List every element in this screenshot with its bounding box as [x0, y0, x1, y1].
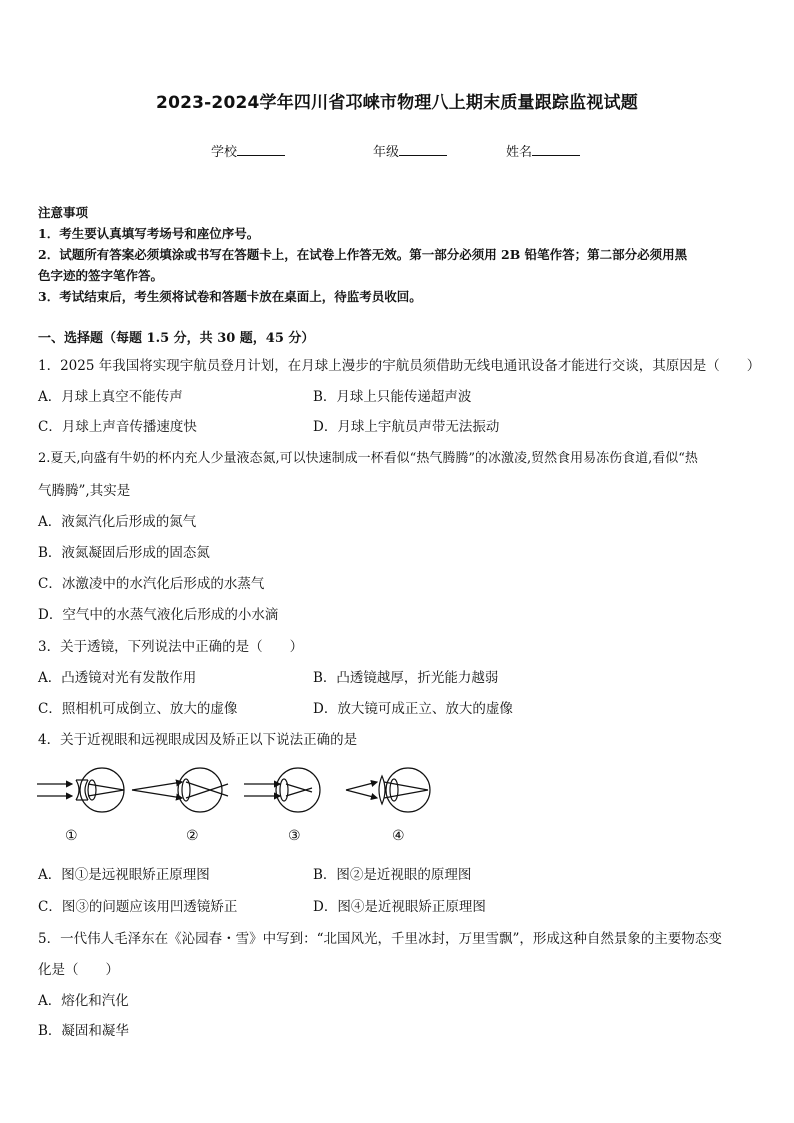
q5-option-a: A．熔化和汽化: [38, 993, 129, 1009]
eye-lens-diagrams: [32, 762, 452, 852]
diagram-label-2: ②: [186, 828, 199, 844]
q2-option-d: D．空气中的水蒸气液化后形成的小水滴: [38, 607, 279, 623]
name-blank: [532, 143, 580, 156]
page-title: 2023-2024学年四川省邛崃市物理八上期末质量跟踪监视试题: [156, 93, 638, 113]
q3-option-d: D．放大镜可成正立、放大的虚像: [313, 701, 513, 717]
q4-option-a: A．图①是远视眼矫正原理图: [38, 867, 210, 883]
q3-option-b: B．凸透镜越厚，折光能力越弱: [313, 670, 499, 686]
q5-option-b: B．凝固和凝华: [38, 1023, 129, 1039]
q1-option-a: A．月球上真空不能传声: [38, 389, 183, 405]
q4-stem: 4．关于近视眼和远视眼成因及矫正以下说法正确的是: [38, 732, 358, 748]
q5-stem-line1: 5．一代伟人毛泽东在《沁园春・雪》中写到：“北国风光，千里冰封，万里雪飘”，形成这种自然景象的主要物态变: [38, 931, 722, 947]
school-label: 学校: [211, 145, 238, 160]
diagram-label-4: ④: [392, 828, 405, 844]
q3-stem: 3．关于透镜，下列说法中正确的是（ ）: [38, 639, 304, 655]
q2-option-c: C．冰激凌中的水汽化后形成的水蒸气: [38, 576, 265, 592]
grade-field: [373, 141, 447, 160]
diagram-3: [244, 768, 320, 812]
notes-heading: 注意事项: [38, 205, 89, 220]
q4-option-b: B．图②是近视眼的原理图: [313, 867, 472, 883]
q5-stem-line2: 化是（ ）: [38, 962, 119, 978]
school-field: [211, 141, 285, 160]
grade-blank: [399, 143, 447, 156]
name-field: [506, 141, 580, 160]
name-label: 姓名: [506, 145, 533, 160]
grade-label: 年级: [373, 145, 400, 160]
q2-option-a: A．液氮汽化后形成的氮气: [38, 514, 197, 530]
q1-option-b: B．月球上只能传递超声波: [313, 389, 472, 405]
note-item: 1．考生要认真填写考场号和座位序号。: [38, 226, 260, 241]
school-blank: [237, 143, 285, 156]
diagram-label-1: ①: [65, 828, 78, 844]
diagram-4: [346, 768, 430, 812]
q4-option-c: C．图③的问题应该用凹透镜矫正: [38, 899, 238, 915]
note-item: 2．试题所有答案必须填涂或书写在答题卡上，在试卷上作答无效。第一部分必须用 2B 铅笔作答；第二部分必须用黑: [38, 247, 688, 262]
q2-option-b: B．液氮凝固后形成的固态氮: [38, 545, 210, 561]
diagram-label-3: ③: [288, 828, 301, 844]
q2-stem-line1: 2.夏天,向盛有牛奶的杯内充人少量液态氮,可以快速制成一杯看似“热气腾腾”的冰激凌,贸然食用易冻伤食道,看似“热: [38, 451, 698, 466]
q2-stem-line2: 气腾腾”,其实是: [38, 483, 131, 499]
q4-option-d: D．图④是近视眼矫正原理图: [313, 899, 486, 915]
note-item: 色字迹的签字笔作答。: [38, 268, 164, 283]
q3-option-a: A．凸透镜对光有发散作用: [38, 670, 197, 686]
q1-stem: 1．2025 年我国将实现宇航员登月计划，在月球上漫步的宇航员须借助无线电通讯设备才能进行交谈，其原因是（ ）: [38, 358, 761, 374]
q1-option-d: D．月球上宇航员声带无法振动: [313, 419, 500, 435]
diagram-1: [37, 768, 124, 812]
diagram-2: [132, 768, 228, 812]
section-heading: 一、选择题（每题 1.5 分，共 30 题，45 分）: [38, 331, 315, 346]
q1-option-c: C．月球上声音传播速度快: [38, 419, 197, 435]
q3-option-c: C．照相机可成倒立、放大的虚像: [38, 701, 238, 717]
note-item: 3．考试结束后，考生须将试卷和答题卡放在桌面上，待监考员收回。: [38, 289, 422, 304]
